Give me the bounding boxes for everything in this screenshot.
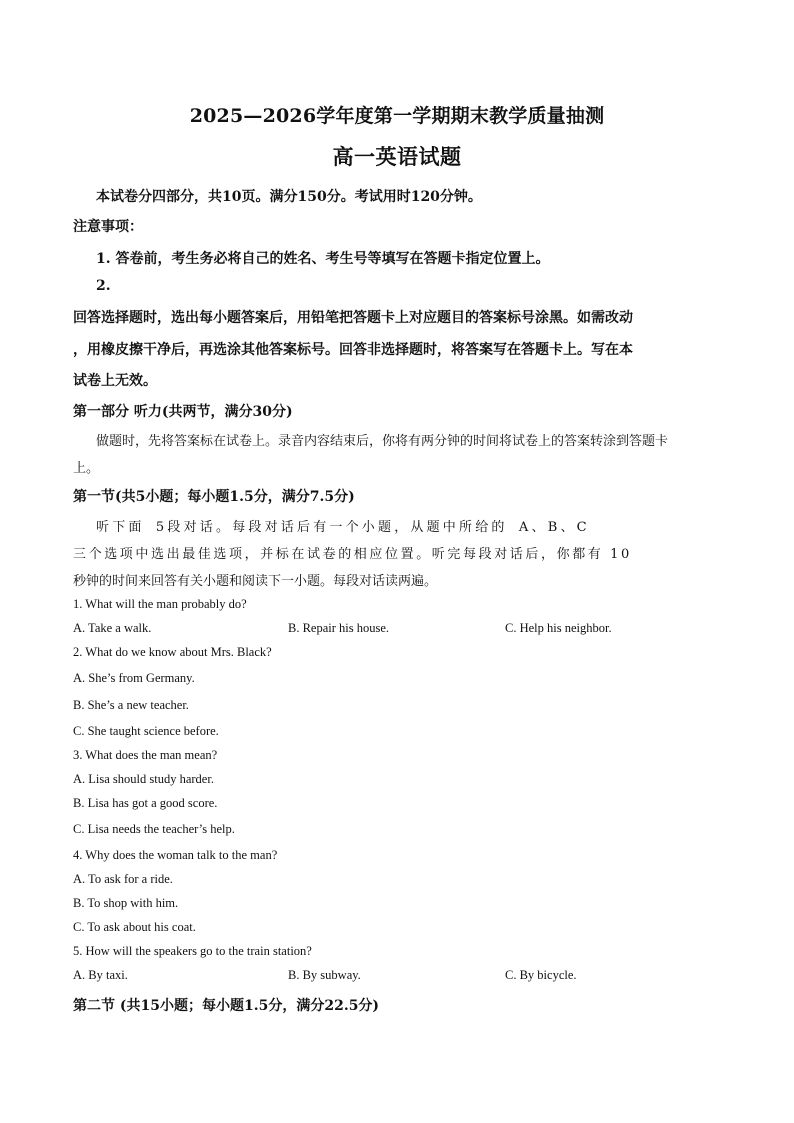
question-2-option-c[interactable]: C. She taught science before. bbox=[73, 724, 219, 738]
question-5-option-c[interactable]: C. By bicycle. bbox=[505, 968, 577, 982]
question-1-option-b[interactable]: B. Repair his house. bbox=[288, 621, 390, 635]
exam-title: 2025—2026学年度第一学期期末教学质量抽测 bbox=[189, 105, 605, 127]
part1-heading: 第一部分 听力(共两节，满分30分) bbox=[73, 404, 293, 420]
question-2-option-a[interactable]: A. She’s from Germany. bbox=[73, 671, 195, 685]
notice-item-2-line-2: ，用橡皮擦干净后，再选涂其他答案标号。回答非选择题时，将答案写在答题卡上。写在本 bbox=[73, 342, 633, 358]
question-3: 3. What does the man mean? bbox=[73, 748, 218, 762]
question-4-option-a[interactable]: A. To ask for a ride. bbox=[73, 872, 173, 886]
question-5-option-a[interactable]: A. By taxi. bbox=[73, 968, 128, 982]
notice-heading: 注意事项： bbox=[73, 219, 143, 235]
intro-text: 本试卷分四部分，共10页。满分150分。考试用时120分钟。 bbox=[96, 189, 482, 205]
question-5-option-b[interactable]: B. By subway. bbox=[288, 968, 361, 982]
section1-heading: 第一节(共5小题；每小题1.5分，满分7.5分) bbox=[73, 489, 355, 505]
question-5-options bbox=[73, 968, 713, 983]
notice-item-2-line-3: 试卷上无效。 bbox=[73, 373, 157, 389]
section1-instruction-line-3: 秒钟的时间来回答有关小题和阅读下一小题。每段对话读两遍。 bbox=[73, 574, 438, 589]
question-3-option-b[interactable]: B. Lisa has got a good score. bbox=[73, 796, 218, 810]
question-4-option-c[interactable]: C. To ask about his coat. bbox=[73, 920, 196, 934]
exam-subtitle: 高一英语试题 bbox=[332, 144, 462, 169]
part1-instruction-line-2: 上。 bbox=[73, 461, 100, 476]
part1-instruction-line-1: 做题时，先将答案标在试卷上。录音内容结束后，你将有两分钟的时间将试卷上的答案转涂到答题卡 bbox=[96, 434, 669, 449]
question-3-option-a[interactable]: A. Lisa should study harder. bbox=[73, 772, 214, 786]
question-4: 4. Why does the woman talk to the man? bbox=[73, 848, 278, 862]
notice-item-2-number: 2. bbox=[96, 278, 111, 294]
notice-item-1: 1. 答卷前，考生务必将自己的姓名、考生号等填写在答题卡指定位置上。 bbox=[96, 251, 550, 267]
question-1-option-a[interactable]: A. Take a walk. bbox=[73, 621, 152, 635]
question-4-option-b[interactable]: B. To shop with him. bbox=[73, 896, 179, 910]
question-2-option-b[interactable]: B. She’s a new teacher. bbox=[73, 698, 189, 712]
question-1: 1. What will the man probably do? bbox=[73, 597, 247, 611]
notice-item-2-line-1: 回答选择题时，选出每小题答案后，用铅笔把答题卡上对应题目的答案标号涂黑。如需改动 bbox=[73, 310, 633, 326]
question-3-option-c[interactable]: C. Lisa needs the teacher’s help. bbox=[73, 822, 235, 836]
section1-instruction-line-2: 三个选项中选出最佳选项，并标在试卷的相应位置。听完每段对话后，你都有 10 bbox=[73, 547, 632, 562]
question-5: 5. How will the speakers go to the train station? bbox=[73, 944, 312, 958]
section1-instruction-line-1: 听下面 5段对话。每段对话后有一个小题，从题中所给的 A、B、C bbox=[96, 520, 590, 535]
question-2: 2. What do we know about Mrs. Black? bbox=[73, 645, 272, 659]
section2-heading: 第二节 (共15小题；每小题1.5分，满分22.5分) bbox=[73, 998, 380, 1014]
question-1-options bbox=[73, 621, 713, 636]
question-1-option-c[interactable]: C. Help his neighbor. bbox=[505, 621, 612, 635]
